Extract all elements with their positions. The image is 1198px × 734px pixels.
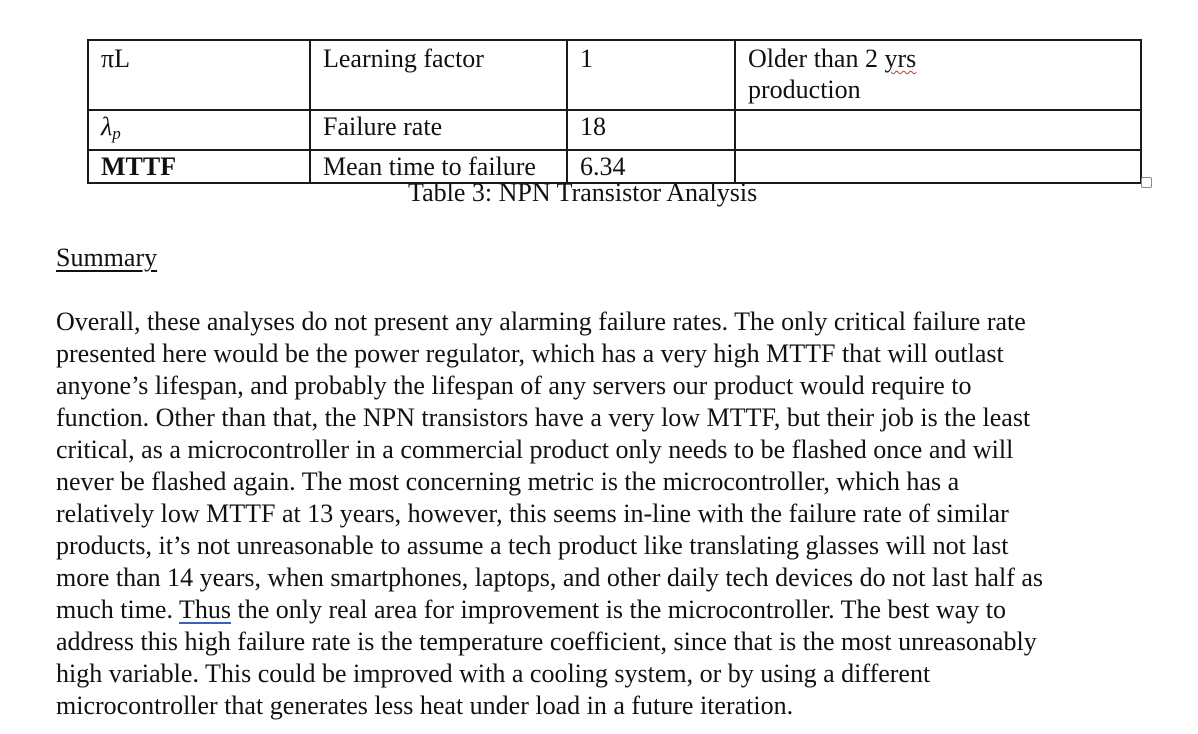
- symbol-text: MTTF: [101, 152, 177, 181]
- symbol-text: πL: [101, 44, 131, 73]
- paragraph-line: microcontroller that generates less heat under load in a future iteration.: [56, 691, 794, 720]
- symbol-subscript: p: [112, 124, 121, 143]
- paragraph-line: relatively low MTTF at 13 years, however, this seems in-line with the failure rate of similar: [56, 499, 1009, 528]
- table-cell-notes[interactable]: [735, 40, 1141, 110]
- table-cell-value[interactable]: [567, 40, 735, 110]
- table-cell-parameter[interactable]: [310, 40, 567, 110]
- table-cell-symbol[interactable]: [88, 150, 310, 183]
- table-caption: Table 3: NPN Transistor Analysis: [408, 178, 758, 207]
- paragraph-line: function. Other than that, the NPN transistors have a very low MTTF, but their job is the least: [56, 403, 1031, 432]
- table-cell-notes[interactable]: [735, 150, 1141, 183]
- paragraph-line: Overall, these analyses do not present any alarming failure rates. The only critical failure rate: [56, 307, 1026, 336]
- table-cell-symbol[interactable]: [88, 110, 310, 150]
- table-row: [88, 110, 1141, 150]
- section-heading-summary: Summary: [56, 243, 158, 272]
- value-text: 18: [580, 112, 606, 141]
- parameter-text: Failure rate: [323, 112, 443, 141]
- symbol-text: λ: [101, 112, 113, 141]
- spellcheck-flagged-word[interactable]: yrs: [884, 44, 917, 73]
- table-row: [88, 40, 1141, 110]
- table-cell-notes[interactable]: [735, 110, 1141, 150]
- paragraph-line: presented here would be the power regulator, which has a very high MTTF that will outlast: [56, 339, 1004, 368]
- paragraph-line: high variable. This could be improved with a cooling system, or by using a different: [56, 659, 931, 688]
- paragraph-line: products, it’s not unreasonable to assume a tech product like translating glasses will not last: [56, 531, 1009, 560]
- table-cell-parameter[interactable]: [310, 110, 567, 150]
- value-text: 6.34: [580, 152, 626, 181]
- table-cell-value[interactable]: [567, 110, 735, 150]
- summary-paragraph[interactable]: [56, 306, 1176, 722]
- paragraph-line: anyone’s lifespan, and probably the lifespan of any servers our product would require to: [56, 371, 972, 400]
- value-text: 1: [580, 44, 593, 73]
- grammar-flagged-word[interactable]: Thus: [179, 595, 232, 624]
- paragraph-line: address this high failure rate is the temperature coefficient, since that is the most unreasonably: [56, 627, 1037, 656]
- notes-text-line2: production: [748, 75, 861, 104]
- table-resize-handle[interactable]: [1141, 177, 1152, 188]
- paragraph-line: [56, 594, 1176, 626]
- npn-transistor-analysis-table: [87, 39, 1142, 184]
- notes-text: Older than 2: [748, 44, 885, 73]
- paragraph-line: more than 14 years, when smartphones, laptops, and other daily tech devices do not last half as: [56, 563, 1044, 592]
- line-text: the only real area for improvement is the microcontroller. The best way to: [231, 595, 1006, 624]
- paragraph-line: never be flashed again. The most concerning metric is the microcontroller, which has a: [56, 467, 960, 496]
- parameter-text: Learning factor: [323, 44, 484, 73]
- line-text: much time.: [56, 595, 180, 624]
- parameter-text: Mean time to failure: [323, 152, 536, 181]
- paragraph-line: critical, as a microcontroller in a commercial product only needs to be flashed once and will: [56, 435, 1014, 464]
- table-cell-symbol[interactable]: [88, 40, 310, 110]
